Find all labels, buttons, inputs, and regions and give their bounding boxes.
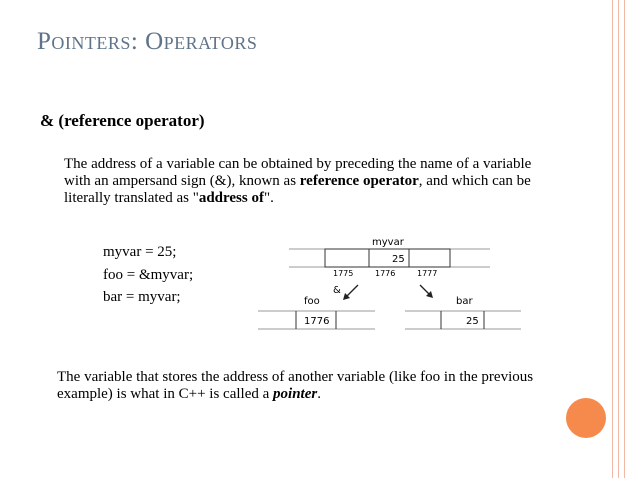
- conclusion-text-1: The variable that stores the address of another variable (like foo in the previous example) is what in C++ is called a: [57, 369, 534, 402]
- myvar-label: myvar: [372, 237, 404, 248]
- address-1777: 1777: [417, 269, 438, 278]
- conclusion-text-2: .: [317, 386, 321, 402]
- myvar-cell-1775: [325, 249, 369, 267]
- bar-value: 25: [466, 316, 479, 327]
- code-line-foo: foo = &myvar;: [103, 267, 194, 283]
- address-1776: 1776: [375, 269, 396, 278]
- ampersand-label: &: [333, 285, 341, 296]
- right-frame-line-1: [612, 0, 613, 478]
- intro-bold-reference-operator: reference operator: [299, 173, 419, 189]
- right-frame-line-2: [618, 0, 619, 478]
- right-frame-line-3: [624, 0, 625, 478]
- arrow-to-bar-line: [420, 285, 431, 296]
- intro-bold-address-of: address of: [198, 190, 264, 206]
- intro-paragraph: [64, 156, 554, 207]
- decorative-orange-circle: [566, 398, 606, 438]
- myvar-value: 25: [392, 254, 405, 265]
- foo-label: foo: [304, 296, 320, 307]
- conclusion-paragraph: [57, 369, 577, 403]
- intro-text-3: ".: [263, 190, 274, 206]
- code-line-myvar: myvar = 25;: [103, 244, 177, 260]
- arrow-to-bar-head: [426, 291, 433, 298]
- intro-text-1: The address of a variable can be obtained by preceding the name of a variable with an ampersand sign (&), known as: [64, 156, 532, 189]
- section-heading: & (reference operator): [40, 111, 205, 130]
- myvar-cell-1776: [369, 249, 409, 267]
- myvar-cell-1777: [409, 249, 450, 267]
- bar-label: bar: [456, 296, 473, 307]
- address-1775: 1775: [333, 269, 354, 278]
- intro-text-2: , and which can be literally translated as ": [64, 173, 531, 206]
- slide-title: Pointers: Operators: [37, 28, 258, 55]
- arrow-to-foo-line: [345, 285, 358, 298]
- foo-value: 1776: [304, 316, 330, 327]
- code-line-bar: bar = myvar;: [103, 289, 181, 305]
- arrow-to-foo-head: [343, 293, 350, 300]
- conclusion-pointer-emphasis: pointer: [273, 386, 318, 402]
